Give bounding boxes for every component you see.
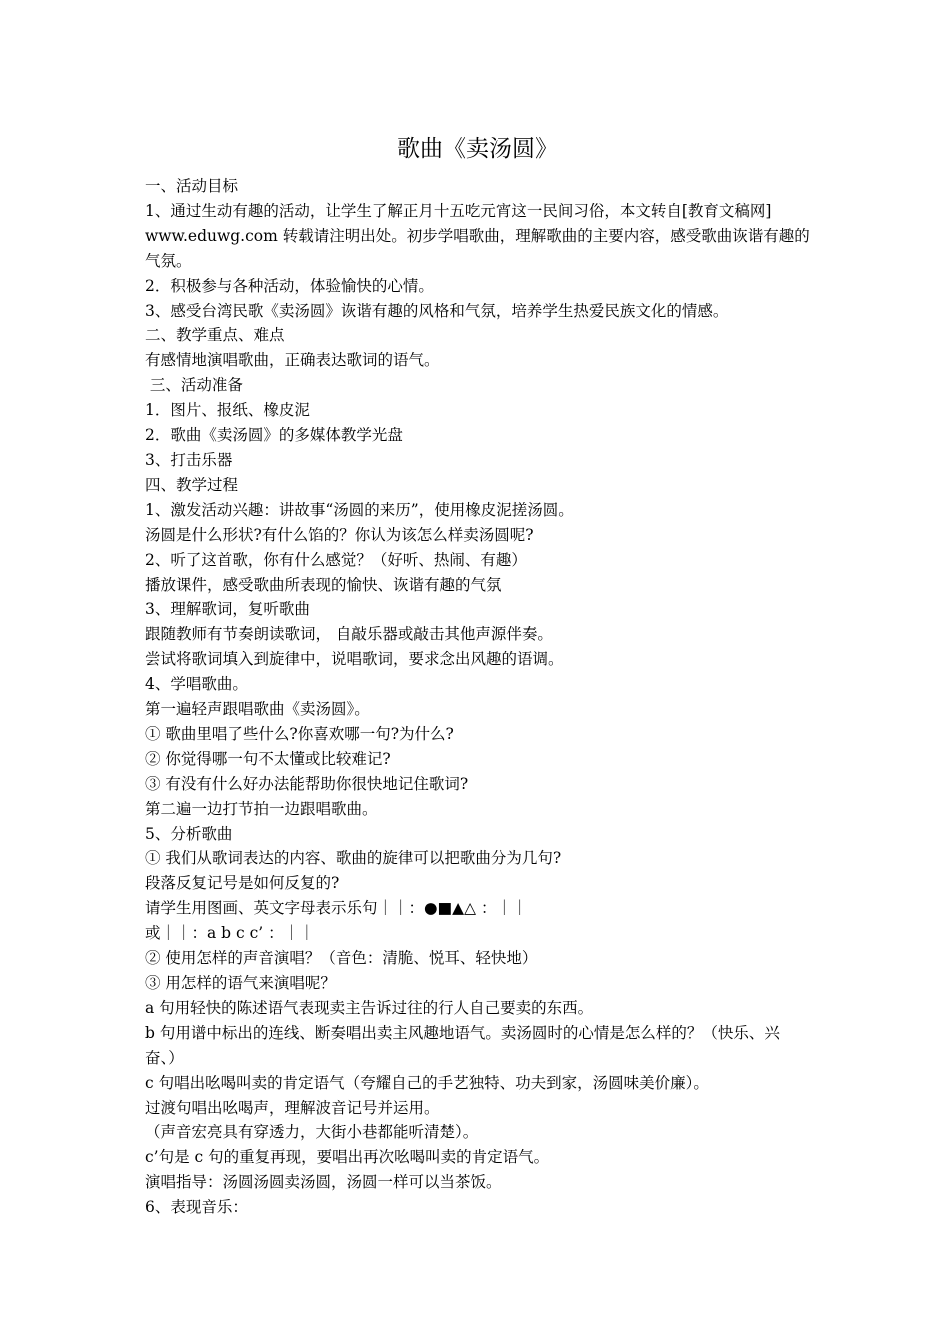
paragraph: 有感情地演唱歌曲，正确表达歌词的语气。 bbox=[145, 351, 440, 370]
paragraph: ② 使用怎样的声音演唱？（音色：清脆、悦耳、轻快地） bbox=[145, 949, 538, 968]
paragraph: 尝试将歌词填入到旋律中，说唱歌词，要求念出风趣的语调。 bbox=[145, 650, 564, 669]
section-heading-focus: 二、教学重点、难点 bbox=[145, 326, 285, 345]
paragraph: ② 你觉得哪一句不太懂或比较难记? bbox=[145, 749, 391, 768]
paragraph: ③ 有没有什么好办法能帮助你很快地记住歌词? bbox=[145, 774, 469, 793]
paragraph: 请学生用图画、英文字母表示乐句｜｜：●■▲△ ：｜｜ bbox=[145, 899, 528, 918]
paragraph: 汤圆是什么形状?有什么馅的？你认为该怎么样卖汤圆呢? bbox=[145, 525, 534, 544]
paragraph: 2．积极参与各种活动，体验愉快的心情。 bbox=[145, 276, 434, 295]
paragraph: 演唱指导：汤圆汤圆卖汤圆，汤圆一样可以当茶饭。 bbox=[145, 1173, 502, 1192]
section-heading-preparation: 三、活动准备 bbox=[145, 376, 243, 395]
paragraph: 播放课件，感受歌曲所表现的愉快、诙谐有趣的气氛 bbox=[145, 575, 502, 594]
paragraph: 3、理解歌词，复听歌曲 bbox=[145, 600, 310, 619]
paragraph: 2．歌曲《卖汤圆》的多媒体教学光盘 bbox=[145, 426, 403, 445]
page-title: 歌曲《卖汤圆》 bbox=[397, 136, 558, 162]
paragraph: 3、感受台湾民歌《卖汤圆》诙谐有趣的风格和气氛，培养学生热爱民族文化的情感。 bbox=[145, 301, 729, 320]
paragraph: 2、听了这首歌，你有什么感觉？（好听、热闹、有趣） bbox=[145, 550, 527, 569]
paragraph: c 句唱出吆喝叫卖的肯定语气（夸耀自己的手艺独特、功夫到家，汤圆味美价廉）。 bbox=[145, 1073, 709, 1092]
paragraph: 第二遍一边打节拍一边跟唱歌曲。 bbox=[145, 799, 378, 818]
paragraph: ① 歌曲里唱了些什么?你喜欢哪一句?为什么? bbox=[145, 724, 454, 743]
paragraph: 4、学唱歌曲。 bbox=[145, 675, 248, 694]
paragraph: c’句是 c 句的重复再现，要唱出再次吆喝叫卖的肯定语气。 bbox=[145, 1148, 550, 1167]
paragraph: （声音宏亮具有穿透力，大街小巷都能听清楚）。 bbox=[145, 1123, 479, 1142]
paragraph: 6、表现音乐： bbox=[145, 1198, 248, 1217]
paragraph: a 句用轻快的陈述语气表现卖主告诉过往的行人自己要卖的东西。 bbox=[145, 998, 594, 1017]
paragraph: 1、激发活动兴趣：讲故事“汤圆的来历”，使用橡皮泥搓汤圆。 bbox=[145, 500, 574, 519]
paragraph: 1、通过生动有趣的活动，让学生了解正月十五吃元宵这一民间习俗，本文转自[教育文稿网] www.eduwg.com 转载请注明出处。初步学唱歌曲，理解歌曲的主要内容，感受歌曲诙谐有趣的气氛。 bbox=[145, 201, 810, 270]
paragraph: 3、打击乐器 bbox=[145, 450, 233, 469]
paragraph: ① 我们从歌词表达的内容、歌曲的旋律可以把歌曲分为几句? bbox=[145, 849, 562, 868]
paragraph: 或｜｜：a b c c’ ：｜｜ bbox=[145, 924, 315, 943]
document-body bbox=[145, 174, 810, 1220]
paragraph: 1．图片、报纸、橡皮泥 bbox=[145, 401, 310, 420]
paragraph: 过渡句唱出吆喝声，理解波音记号并运用。 bbox=[145, 1098, 440, 1117]
paragraph: 5、分析歌曲 bbox=[145, 824, 233, 843]
section-heading-goals: 一、活动目标 bbox=[145, 177, 239, 195]
paragraph: 段落反复记号是如何反复的? bbox=[145, 874, 340, 893]
section-heading-process: 四、教学过程 bbox=[145, 475, 239, 494]
paragraph: ③ 用怎样的语气来演唱呢？ bbox=[145, 974, 336, 992]
paragraph: 跟随教师有节奏朗读歌词， 自敲乐器或敲击其他声源伴奏。 bbox=[145, 625, 553, 644]
paragraph: b 句用谱中标出的连线、断奏唱出卖主风趣地语气。卖汤圆时的心情是怎么样的？（快乐、兴奋、） bbox=[145, 1023, 780, 1067]
paragraph: 第一遍轻声跟唱歌曲《卖汤圆》。 bbox=[145, 700, 370, 719]
